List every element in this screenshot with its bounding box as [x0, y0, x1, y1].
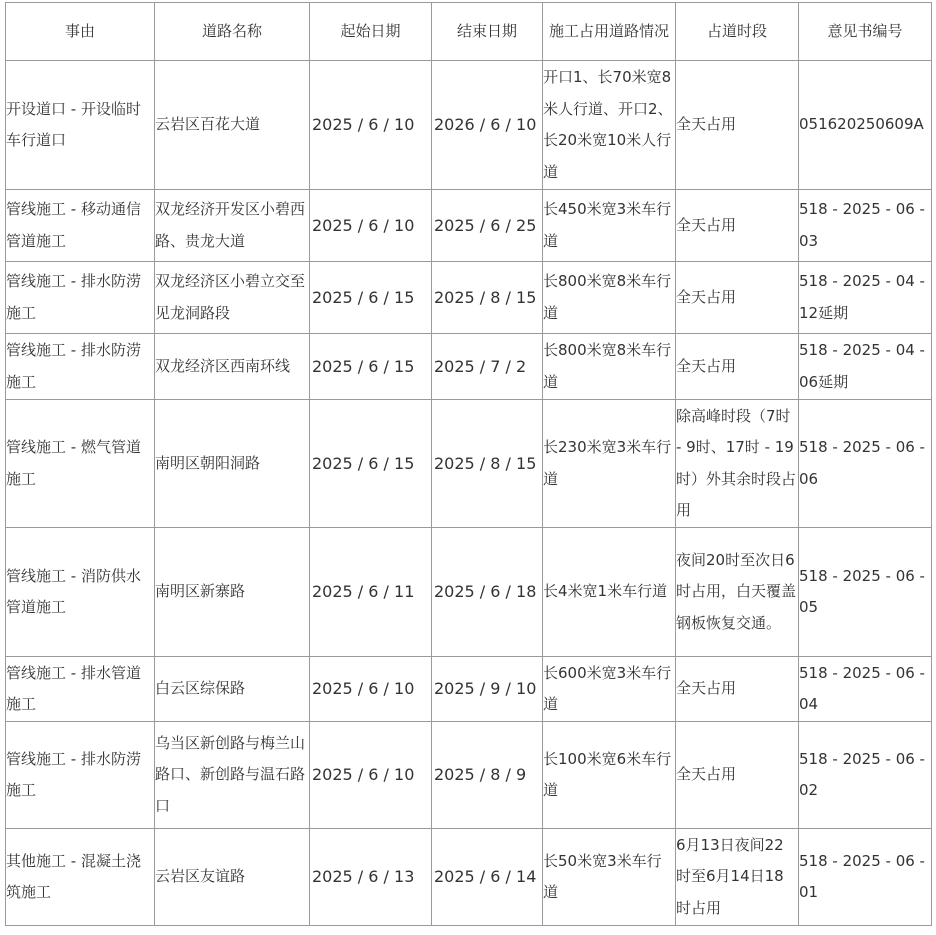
cell-permit-number: 518 - 2025 - 06 - 02 — [799, 722, 932, 829]
table-row — [6, 829, 932, 926]
header-reason: 事由 — [6, 3, 155, 61]
cell-reason: 管线施工 - 排水防涝施工 — [6, 334, 155, 400]
cell-occupation-period: 全天占用 — [676, 61, 799, 190]
cell-start-date: 2025 / 6 / 10 — [310, 190, 432, 262]
table-row — [6, 262, 932, 334]
header-occupation-period: 占道时段 — [676, 3, 799, 61]
table-row — [6, 528, 932, 657]
cell-road-name: 南明区新寨路 — [155, 528, 310, 657]
cell-permit-number: 518 - 2025 - 06 - 05 — [799, 528, 932, 657]
table-row — [6, 400, 932, 528]
cell-end-date: 2025 / 7 / 2 — [432, 334, 543, 400]
cell-end-date: 2025 / 8 / 15 — [432, 262, 543, 334]
cell-occupation-details: 长600米宽3米车行道 — [543, 657, 676, 722]
cell-permit-number: 518 - 2025 - 06 - 04 — [799, 657, 932, 722]
cell-permit-number: 518 - 2025 - 06 - 01 — [799, 829, 932, 926]
cell-road-name: 云岩区友谊路 — [155, 829, 310, 926]
table-row — [6, 190, 932, 262]
cell-occupation-details: 长50米宽3米车行道 — [543, 829, 676, 926]
cell-occupation-details: 长230米宽3米车行道 — [543, 400, 676, 528]
cell-start-date: 2025 / 6 / 10 — [310, 722, 432, 829]
cell-start-date: 2025 / 6 / 15 — [310, 334, 432, 400]
cell-end-date: 2025 / 6 / 25 — [432, 190, 543, 262]
cell-reason: 开设道口 - 开设临时车行道口 — [6, 61, 155, 190]
table-row — [6, 657, 932, 722]
cell-occupation-details: 开口1、长70米宽8米人行道、开口2、长20米宽10米人行道 — [543, 61, 676, 190]
road-occupation-table — [5, 2, 932, 926]
cell-reason: 管线施工 - 排水防涝施工 — [6, 722, 155, 829]
header-road-name: 道路名称 — [155, 3, 310, 61]
cell-end-date: 2025 / 6 / 18 — [432, 528, 543, 657]
cell-start-date: 2025 / 6 / 10 — [310, 61, 432, 190]
cell-permit-number: 518 - 2025 - 04 - 12延期 — [799, 262, 932, 334]
table-row — [6, 61, 932, 190]
cell-road-name: 乌当区新创路与梅兰山路口、新创路与温石路口 — [155, 722, 310, 829]
cell-occupation-period: 全天占用 — [676, 334, 799, 400]
cell-occupation-period: 全天占用 — [676, 262, 799, 334]
cell-reason: 管线施工 - 排水管道施工 — [6, 657, 155, 722]
cell-occupation-period: 全天占用 — [676, 657, 799, 722]
cell-road-name: 云岩区百花大道 — [155, 61, 310, 190]
cell-road-name: 双龙经济区西南环线 — [155, 334, 310, 400]
cell-reason: 管线施工 - 移动通信管道施工 — [6, 190, 155, 262]
table-header-row — [6, 3, 932, 61]
cell-occupation-period: 全天占用 — [676, 190, 799, 262]
cell-permit-number: 051620250609A — [799, 61, 932, 190]
cell-start-date: 2025 / 6 / 11 — [310, 528, 432, 657]
header-start-date: 起始日期 — [310, 3, 432, 61]
cell-occupation-details: 长800米宽8米车行道 — [543, 262, 676, 334]
cell-reason: 其他施工 - 混凝土浇筑施工 — [6, 829, 155, 926]
cell-road-name: 南明区朝阳洞路 — [155, 400, 310, 528]
cell-permit-number: 518 - 2025 - 06 - 03 — [799, 190, 932, 262]
cell-occupation-details: 长450米宽3米车行道 — [543, 190, 676, 262]
cell-occupation-period: 全天占用 — [676, 722, 799, 829]
cell-start-date: 2025 / 6 / 10 — [310, 657, 432, 722]
header-occupation-details: 施工占用道路情况 — [543, 3, 676, 61]
cell-end-date: 2025 / 6 / 14 — [432, 829, 543, 926]
cell-occupation-details: 长4米宽1米车行道 — [543, 528, 676, 657]
cell-end-date: 2026 / 6 / 10 — [432, 61, 543, 190]
cell-start-date: 2025 / 6 / 13 — [310, 829, 432, 926]
cell-occupation-period: 夜间20时至次日6时占用，白天覆盖钢板恢复交通。 — [676, 528, 799, 657]
cell-reason: 管线施工 - 燃气管道施工 — [6, 400, 155, 528]
cell-permit-number: 518 - 2025 - 04 - 06延期 — [799, 334, 932, 400]
cell-road-name: 双龙经济开发区小碧西路、贵龙大道 — [155, 190, 310, 262]
cell-occupation-details: 长100米宽6米车行道 — [543, 722, 676, 829]
cell-occupation-details: 长800米宽8米车行道 — [543, 334, 676, 400]
cell-occupation-period: 除高峰时段（7时 - 9时、17时 - 19时）外其余时段占用 — [676, 400, 799, 528]
header-end-date: 结束日期 — [432, 3, 543, 61]
cell-end-date: 2025 / 8 / 9 — [432, 722, 543, 829]
cell-road-name: 双龙经济区小碧立交至见龙洞路段 — [155, 262, 310, 334]
cell-reason: 管线施工 - 排水防涝施工 — [6, 262, 155, 334]
cell-occupation-period: 6月13日夜间22时至6月14日18时占用 — [676, 829, 799, 926]
cell-end-date: 2025 / 8 / 15 — [432, 400, 543, 528]
cell-reason: 管线施工 - 消防供水管道施工 — [6, 528, 155, 657]
cell-permit-number: 518 - 2025 - 06 - 06 — [799, 400, 932, 528]
table-row — [6, 722, 932, 829]
cell-start-date: 2025 / 6 / 15 — [310, 262, 432, 334]
cell-road-name: 白云区综保路 — [155, 657, 310, 722]
cell-end-date: 2025 / 9 / 10 — [432, 657, 543, 722]
header-permit-number: 意见书编号 — [799, 3, 932, 61]
table-row — [6, 334, 932, 400]
cell-start-date: 2025 / 6 / 15 — [310, 400, 432, 528]
